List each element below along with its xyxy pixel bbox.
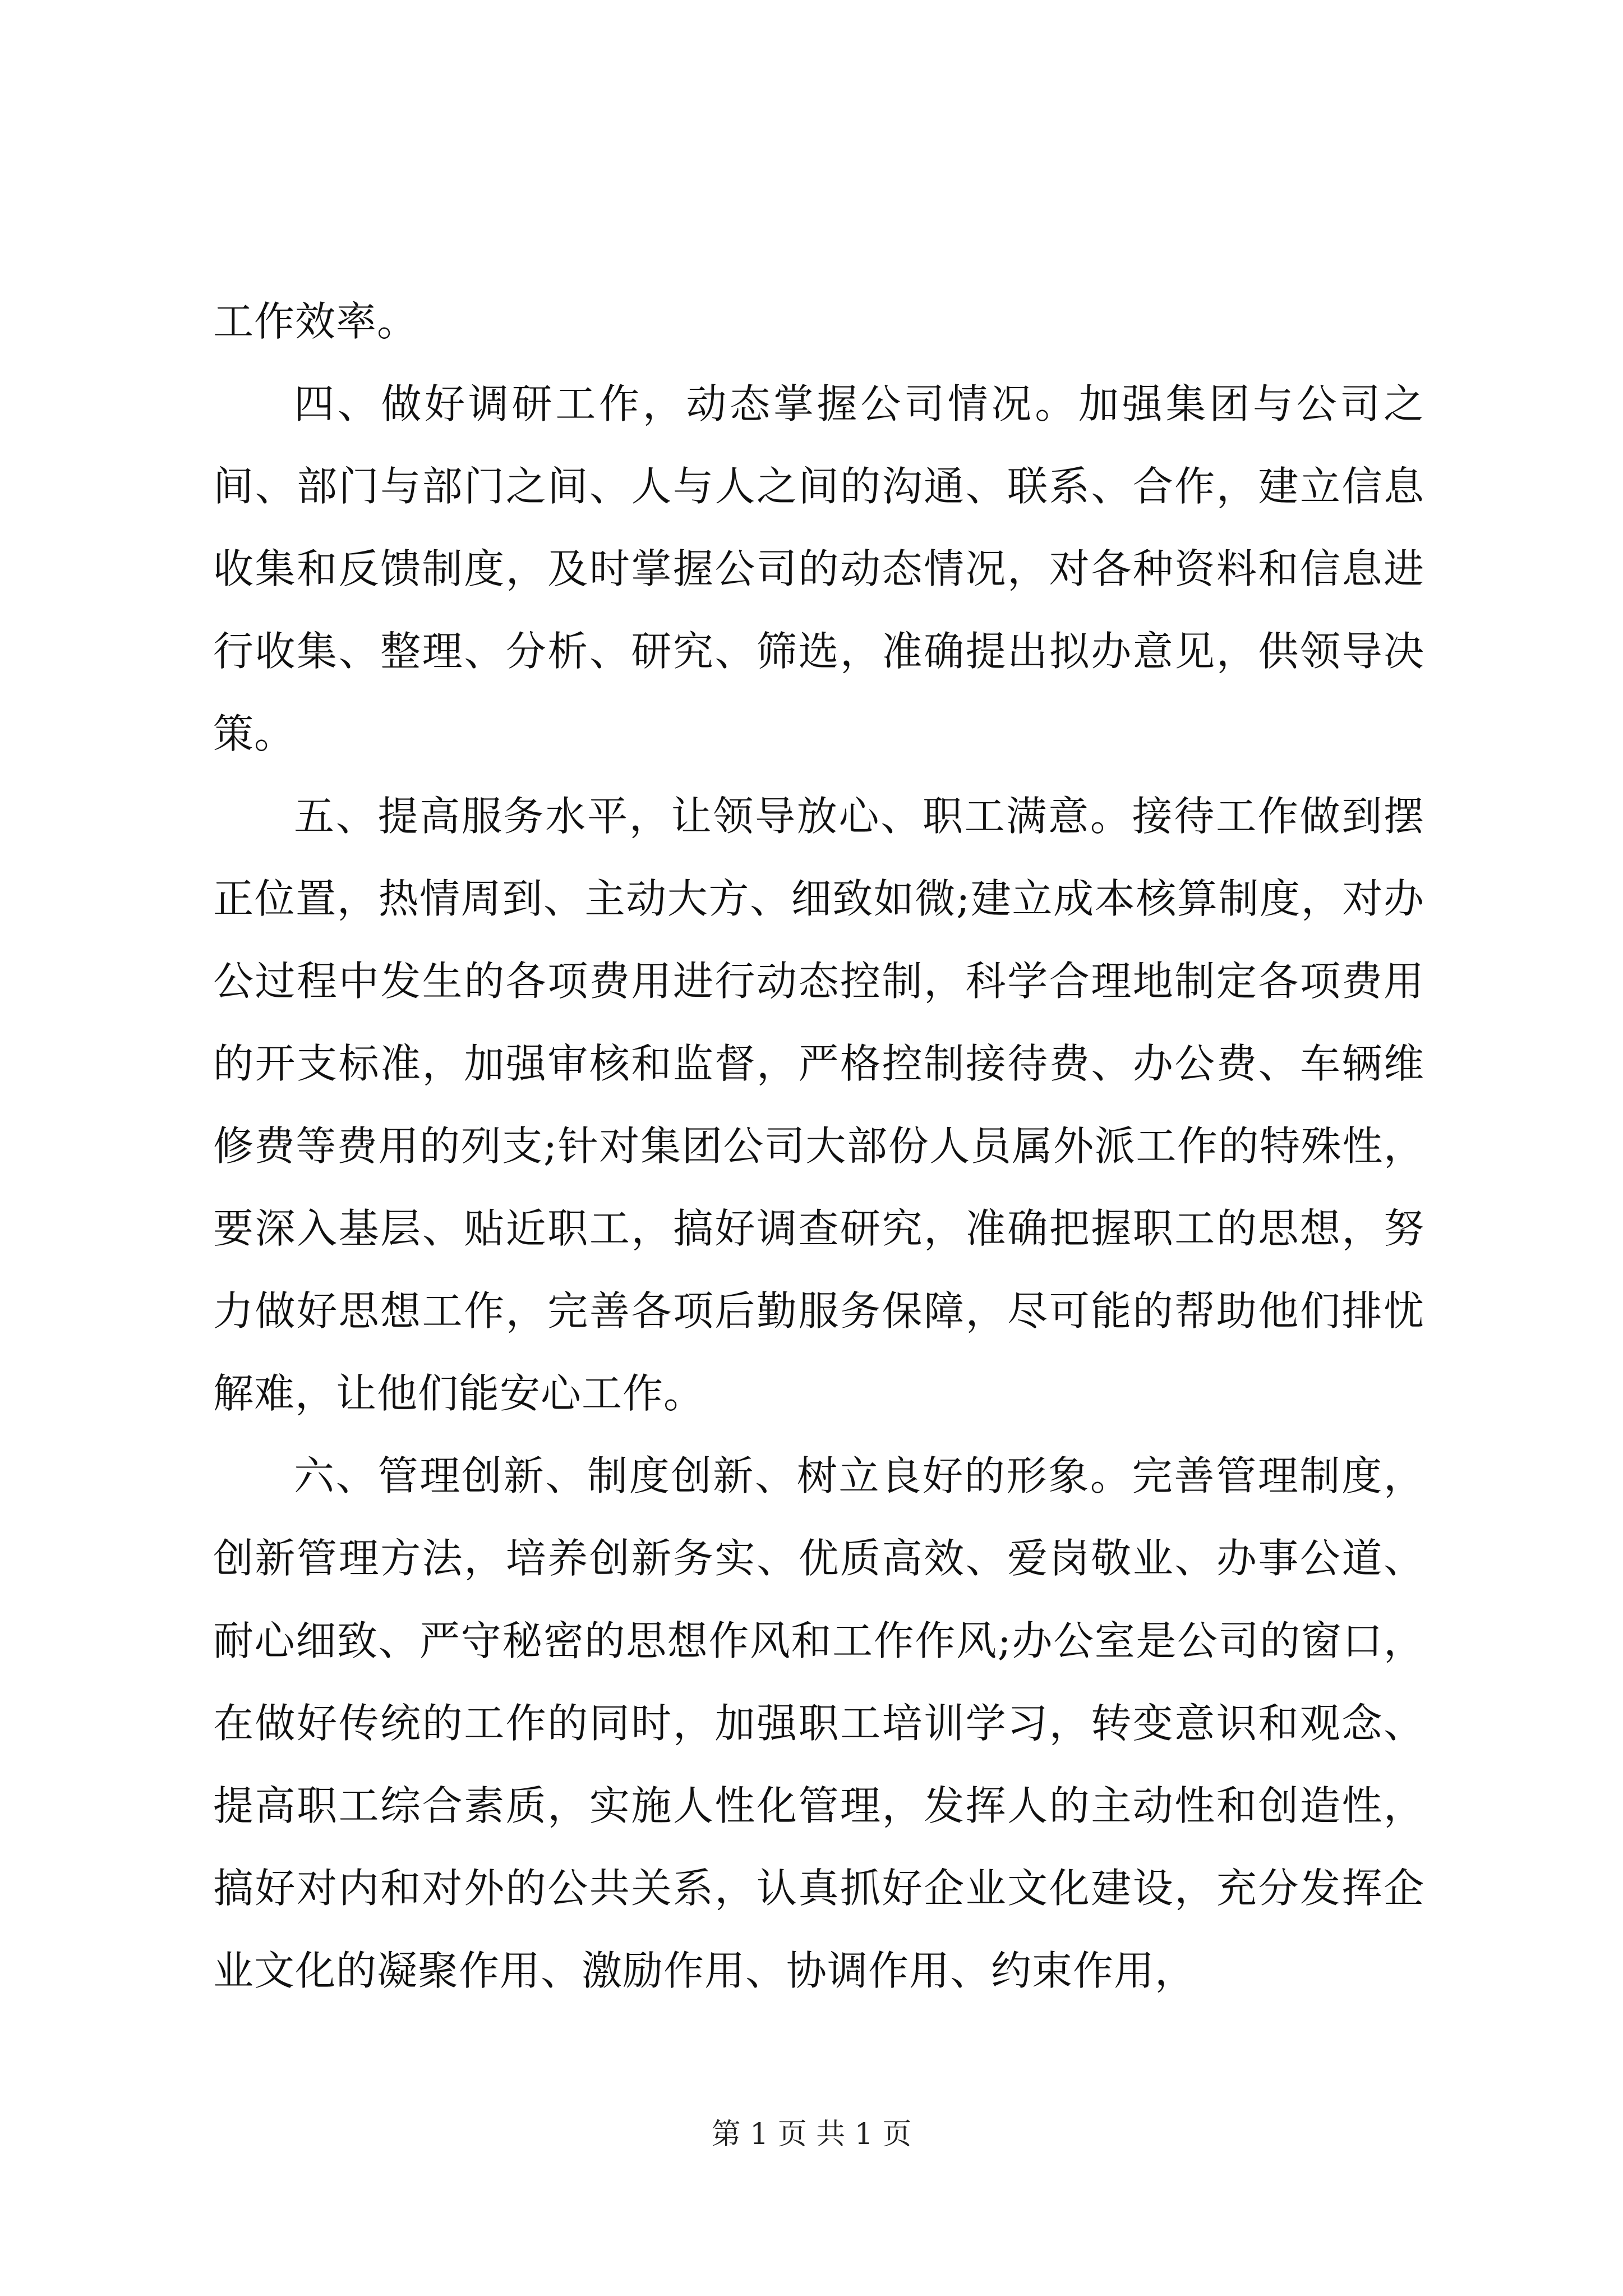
paragraph-continuation: 工作效率。 [213, 298, 418, 345]
paragraph-section-5: 五、提高服务水平，让领导放心、职工满意。接待工作做到摆正位置，热情周到、主动大方、细致如微;建立成本核算制度，对办公过程中发生的各项费用进行动态控制，科学合理地制定各项费用的开支标准，加强审核和监督，严格控制接待费、办公费、车辆维修费等费用的列支;针对集团公司大部份人员属外派工作的特殊性，要深入基层、贴近职工，搞好调查研究，准确把握职工的思想，努力做好思想工作，完善各项后勤服务保障，尽可能的帮助他们排忧解难，让他们能安心工作。 [213, 793, 1424, 1417]
document-body [213, 280, 1424, 2012]
paragraph-section-6: 六、管理创新、制度创新、树立良好的形象。完善管理制度，创新管理方法，培养创新务实、优质高效、爱岗敬业、办事公道、耐心细致、严守秘密的思想作风和工作作风;办公室是公司的窗口，在做好传统的工作的同时，加强职工培训学习，转变意识和观念、提高职工综合素质，实施人性化管理，发挥人的主动性和创造性，搞好对内和对外的公共关系，认真抓好企业文化建设，充分发挥企业文化的凝聚作用、激励作用、协调作用、约束作用， [213, 1452, 1424, 1994]
page-number-footer: 第 1 页 共 1 页 [711, 2118, 912, 2151]
paragraph-section-4: 四、做好调研工作，动态掌握公司情况。加强集团与公司之间、部门与部门之间、人与人之间的沟通、联系、合作，建立信息收集和反馈制度，及时掌握公司的动态情况，对各种资料和信息进行收集、整理、分析、研究、筛选，准确提出拟办意见，供领导决策。 [213, 380, 1424, 757]
